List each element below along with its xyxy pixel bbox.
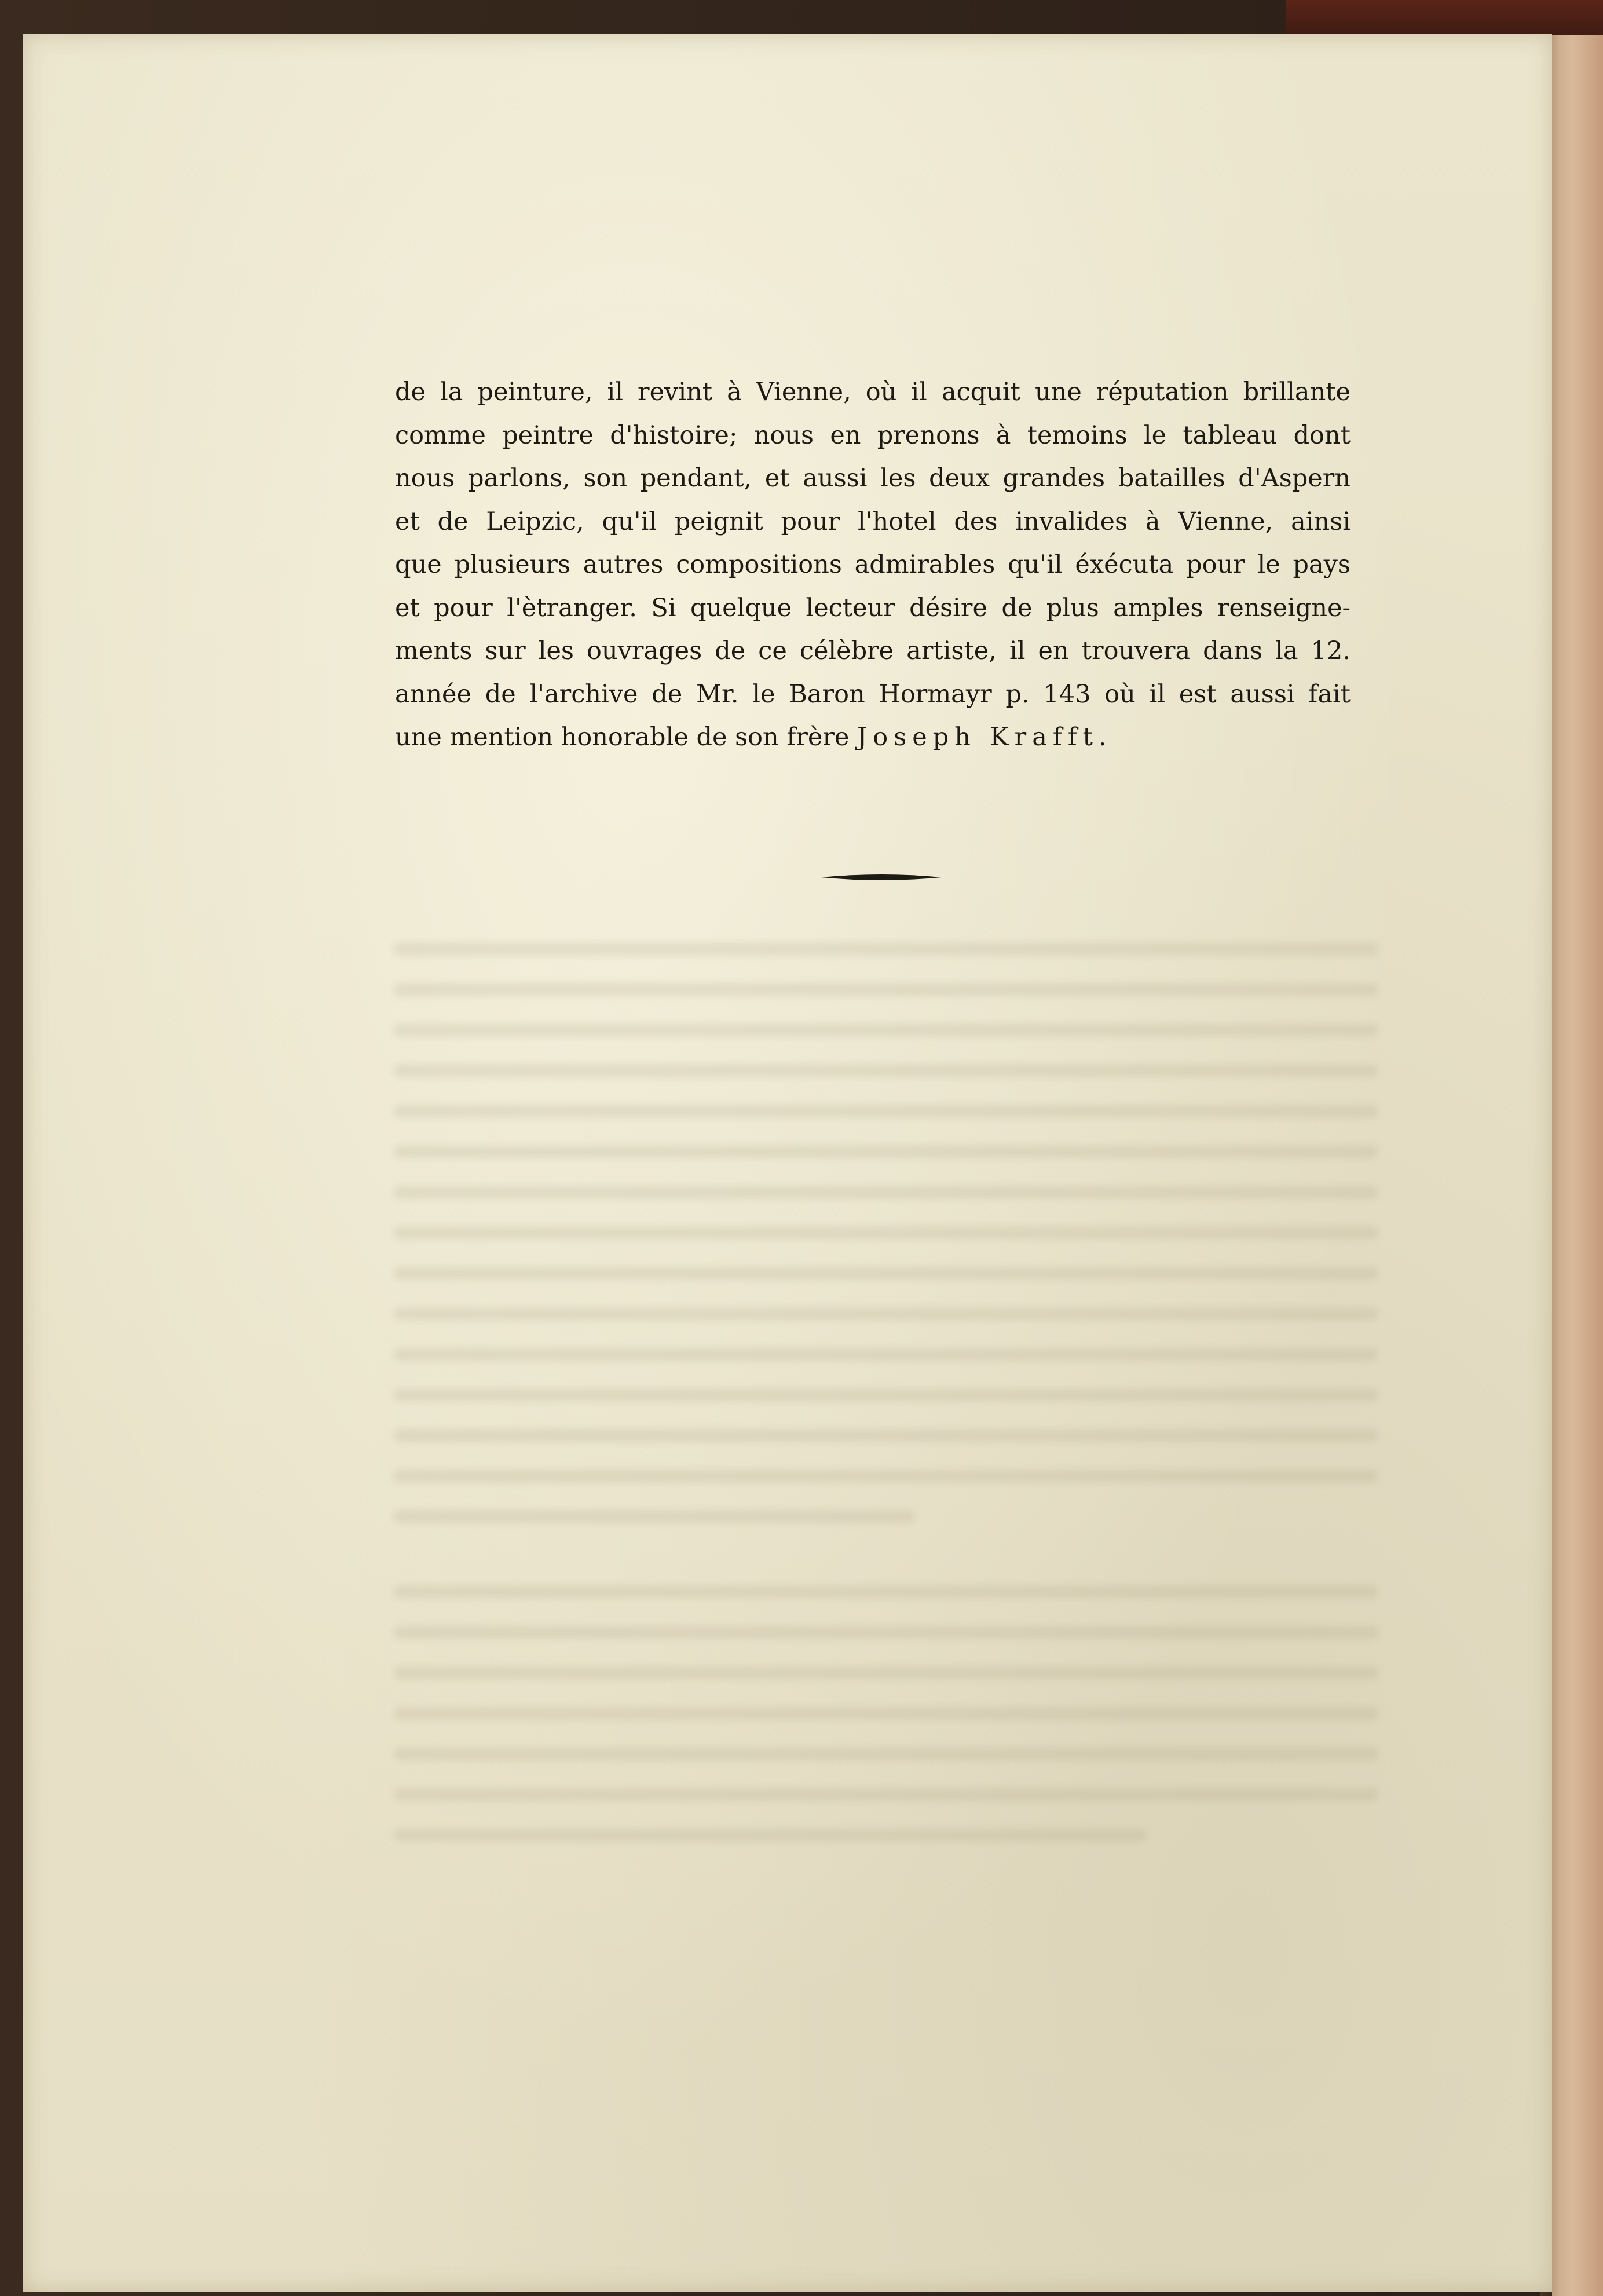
text-line-final (395, 716, 1351, 759)
text-line: que plusieurs autres compositions admirables qu'il éxécuta pour le pays (395, 550, 1351, 579)
section-divider-ornament (821, 871, 942, 883)
adjacent-page-edge (1552, 35, 1603, 2296)
text-line: et de Leipzic, qu'il peignit pour l'hotel des invalides à Vienne, ainsi (395, 507, 1351, 536)
text-line: et pour l'ètranger. Si quelque lecteur désire de plus amples renseigne- (395, 593, 1351, 622)
body-paragraph (395, 371, 1351, 759)
text-line: de la peinture, il revint à Vienne, où il acquit une réputation brillante (395, 378, 1351, 407)
artist-name-spaced: Joseph Krafft. (857, 723, 1112, 752)
text-line: nous parlons, son pendant, et aussi les deux grandes batailles d'Aspern (395, 464, 1351, 493)
text-line: ments sur les ouvrages de ce célèbre artiste, il en trouvera dans la 12. (395, 636, 1351, 665)
text-line: année de l'archive de Mr. le Baron Hormayr p. 143 où il est aussi fait (395, 679, 1351, 709)
final-line-text: une mention honorable de son frère (395, 723, 857, 752)
text-line: comme peintre d'histoire; nous en prenons à temoins le tableau dont (395, 420, 1351, 450)
